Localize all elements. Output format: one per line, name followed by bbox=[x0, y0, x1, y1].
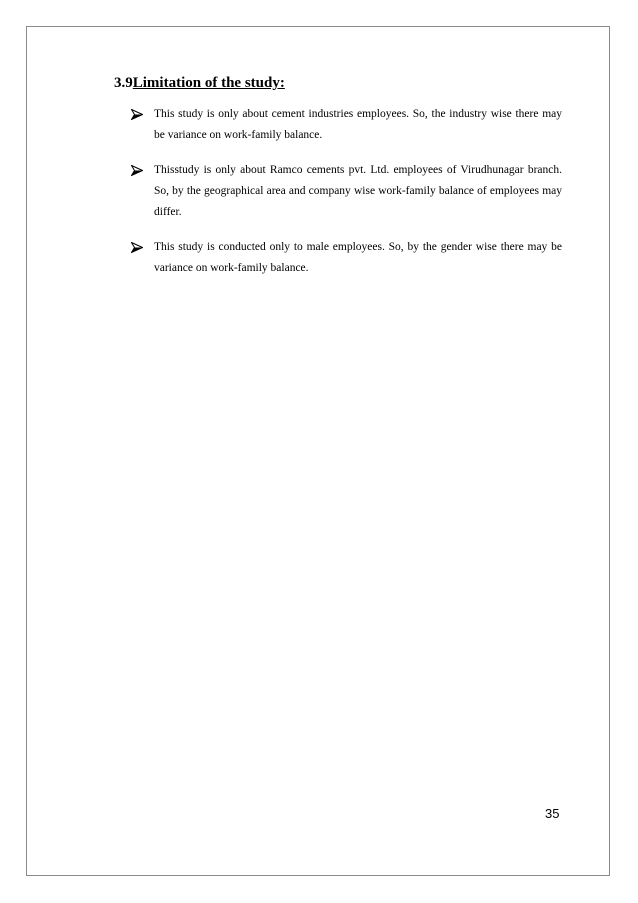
section-title: Limitation of the study: bbox=[132, 75, 285, 91]
arrow-bullet-icon bbox=[130, 160, 146, 181]
section-number: 3.9 bbox=[114, 75, 133, 91]
list-item-text: This study is conducted only to male employees. So, by the gender wise there may be variance on work-family balance. bbox=[154, 241, 562, 274]
arrow-bullet-icon bbox=[130, 237, 146, 258]
list-item-text: This study is only about cement industries employees. So, the industry wise there may be variance on work-family balance. bbox=[154, 108, 562, 141]
list-item bbox=[130, 237, 562, 279]
limitations-list bbox=[130, 104, 562, 293]
section-heading bbox=[114, 74, 285, 92]
list-item bbox=[130, 160, 562, 223]
list-item-text: Thisstudy is only about Ramco cements pvt. Ltd. employees of Virudhunagar branch. So, by the geographical area and company wise work-family balance of employees may differ. bbox=[154, 164, 562, 218]
arrow-bullet-icon bbox=[130, 104, 146, 125]
list-item bbox=[130, 104, 562, 146]
page-number: 35 bbox=[545, 806, 560, 821]
